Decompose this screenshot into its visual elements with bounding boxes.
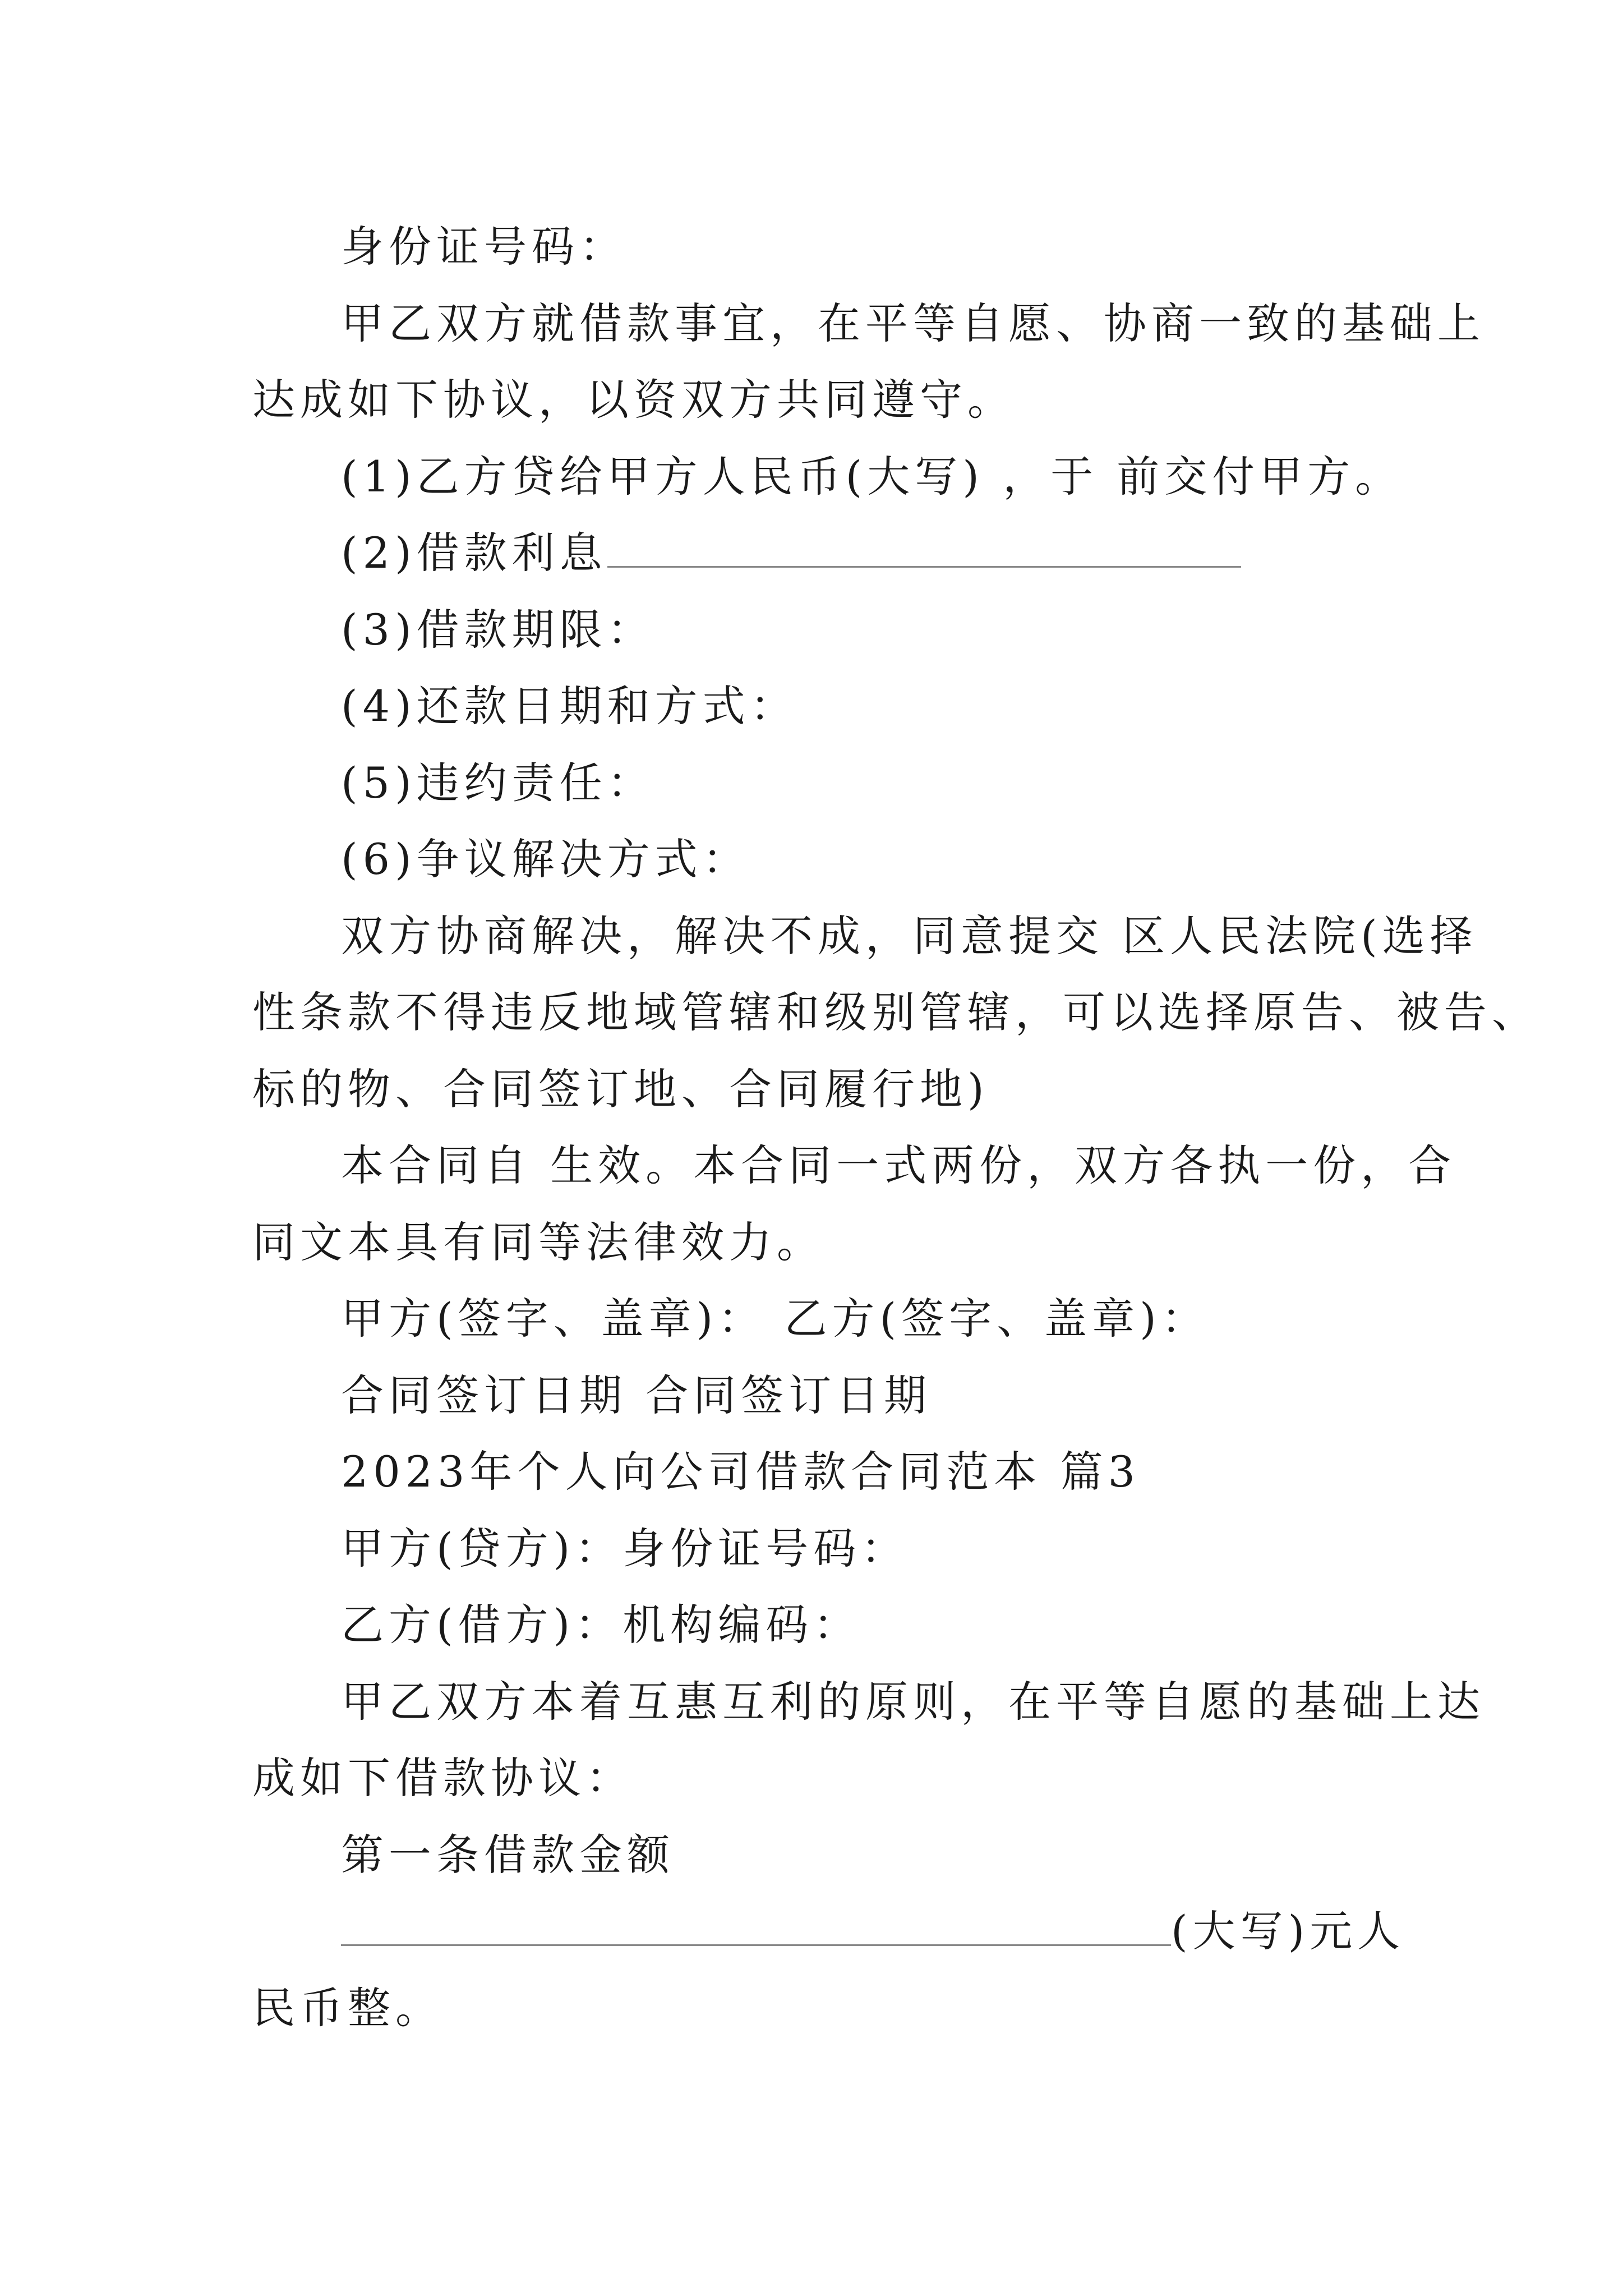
clause-5: (5)违约责任： (341, 758, 655, 808)
effect-line-1: 本合同自 生效。本合同一式两份，双方各执一份，合 (341, 1140, 1456, 1190)
signature-line: 甲方(签字、盖章)： 乙方(签字、盖章)： (341, 1294, 1209, 1343)
principle-line-1: 甲乙双方本着互惠互利的原则，在平等自愿的基础上达 (341, 1677, 1485, 1727)
dispute-line-3: 标的物、合同签订地、合同履行地) (252, 1064, 989, 1114)
amount-blank-line (341, 1907, 1171, 1946)
amount-line (341, 1906, 1405, 1957)
paragraph-intro-line-1: 甲乙双方就借款事宜，在平等自愿、协商一致的基础上 (341, 298, 1485, 348)
section-title: 2023年个人向公司借款合同范本 篇3 (341, 1447, 1140, 1497)
blank-line (607, 529, 1241, 568)
amount-suffix: (大写)元人 (1171, 1906, 1405, 1956)
clause-1: (1)乙方贷给甲方人民币(大写) ，于 前交付甲方。 (341, 452, 1403, 501)
article-1-heading: 第一条借款金额 (341, 1830, 675, 1880)
principle-line-2: 成如下借款协议： (252, 1753, 634, 1803)
clause-4: (4)还款日期和方式： (341, 681, 798, 731)
clause-2 (341, 528, 1241, 578)
amount-line-end: 民币整。 (252, 1983, 443, 2033)
party-a-line: 甲方(贷方)：身份证号码： (341, 1524, 909, 1573)
clause-6: (6)争议解决方式： (341, 834, 750, 884)
dispute-line-1: 双方协商解决，解决不成，同意提交 区人民法院(选择 (341, 911, 1478, 961)
signing-date-line: 合同签订日期 合同签订日期 (341, 1370, 932, 1420)
id-number-line: 身份证号码： (341, 222, 627, 272)
dispute-line-2: 性条款不得违反地域管辖和级别管辖，可以选择原告、被告、 (252, 987, 1539, 1037)
clause-2-label: (2)借款利息 (341, 528, 607, 578)
paragraph-intro-line-2: 达成如下协议，以资双方共同遵守。 (252, 375, 1015, 425)
party-b-line: 乙方(借方)：机构编码： (341, 1600, 861, 1650)
effect-line-2: 同文本具有同等法律效力。 (252, 1217, 824, 1267)
clause-3: (3)借款期限： (341, 605, 655, 655)
